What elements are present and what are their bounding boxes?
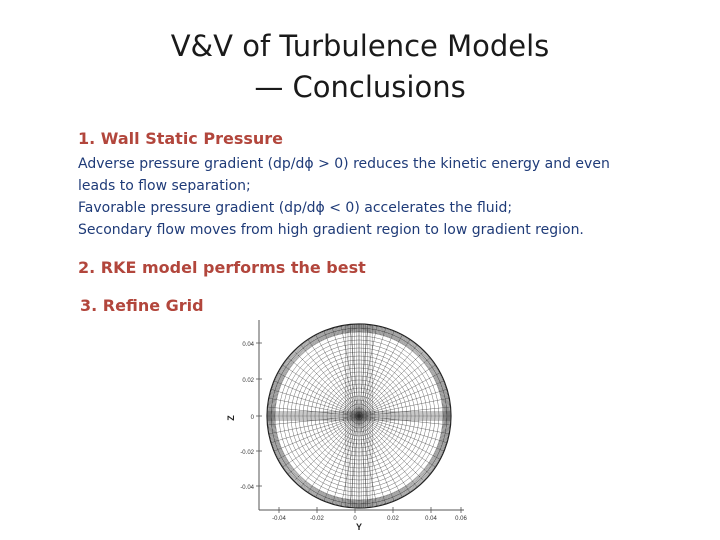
mesh-spoke [288, 358, 359, 416]
section1-line: Adverse pressure gradient (dp/dϕ > 0) reduces the kinetic energy and even [78, 156, 610, 172]
section1-line: Secondary flow moves from high gradient region to low gradient region. [78, 222, 584, 238]
mesh-spoke [359, 373, 440, 416]
slide-title-line1: V&V of Turbulence Models [170, 29, 550, 63]
y-tick-label: -0.04 [240, 485, 254, 491]
x-tick-label: -0.04 [272, 516, 286, 522]
section1-heading: 1. Wall Static Pressure [78, 129, 283, 148]
section1-line: Favorable pressure gradient (dp/dϕ < 0) accelerates the fluid; [78, 200, 513, 216]
mesh-spoke [359, 407, 451, 416]
x-axis-label: Y [355, 522, 363, 532]
mesh-spoke [359, 358, 430, 416]
mesh-spoke [288, 416, 359, 474]
y-tick-label: -0.02 [240, 450, 254, 456]
x-tick-label: 0.06 [455, 516, 467, 522]
x-tick-label: 0 [353, 516, 357, 522]
section1-line: leads to flow separation; [78, 178, 251, 194]
x-tick-label: 0.04 [425, 516, 437, 522]
mesh-spoke [359, 416, 440, 459]
slide-title-line2: — Conclusions [254, 70, 466, 104]
mesh-spoke [267, 416, 359, 425]
grid-mesh [267, 324, 451, 508]
y-tick-label: 0 [250, 415, 254, 421]
mesh-spoke [359, 416, 430, 474]
x-tick-label: -0.02 [310, 516, 324, 522]
mesh-plot [224, 312, 474, 534]
section2-heading: 2. RKE model performs the best [78, 258, 366, 277]
mesh-spoke [278, 373, 359, 416]
slide-title [0, 26, 720, 108]
mesh-spoke [359, 416, 451, 425]
section3-heading: 3. Refine Grid [80, 296, 204, 315]
x-tick-label: 0.02 [387, 516, 399, 522]
section1-body [78, 153, 678, 241]
mesh-spoke [267, 407, 359, 416]
y-axis-label: Z [226, 415, 236, 421]
y-tick-label: 0.04 [242, 342, 254, 348]
mesh-spoke [278, 416, 359, 459]
y-tick-label: 0.02 [242, 378, 254, 384]
